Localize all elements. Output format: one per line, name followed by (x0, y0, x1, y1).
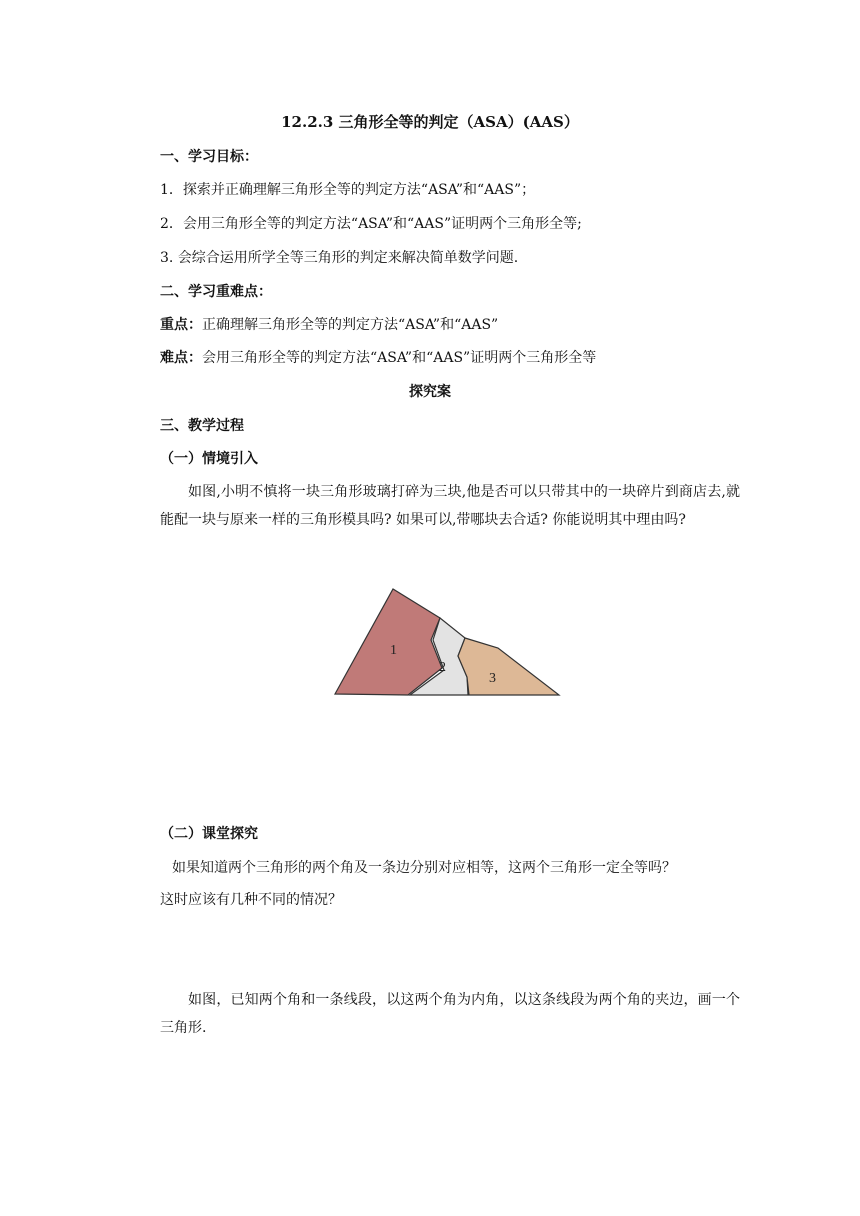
glass-piece-3 (458, 638, 559, 695)
explore-title: 探究案 (409, 384, 451, 400)
key-point-label: 重点： (160, 317, 202, 333)
section-heading-process: 三、教学过程 (160, 418, 244, 434)
subsection-heading-explore: （二）课堂探究 (160, 826, 258, 842)
piece-label-2: 2 (439, 660, 446, 675)
key-point-line (160, 315, 498, 335)
piece-label-1: 1 (390, 643, 397, 658)
difficult-point-text: 会用三角形全等的判定方法“ASA”和“AAS”证明两个三角形全等 (202, 350, 597, 366)
section-heading-objectives: 一、学习目标： (160, 149, 258, 165)
broken-glass-figure (330, 588, 570, 702)
subsection-heading-intro: （一）情境引入 (160, 451, 258, 467)
glass-piece-1 (335, 589, 442, 695)
objective-item: 3. 会综合运用所学全等三角形的判定来解决简单数学问题. (160, 250, 519, 266)
explore-question-line-1: 如果知道两个三角形的两个角及一条边分别对应相等，这两个三角形一定全等吗？ (172, 860, 676, 876)
objective-item: 1．探索并正确理解三角形全等的判定方法“ASA”和“AAS”； (160, 182, 536, 198)
intro-paragraph: 如图,小明不慎将一块三角形玻璃打碎为三块,他是否可以只带其中的一块碎片到商店去,就能配一块与原来一样的三角形模具吗? 如果可以,带哪块去合适? 你能说明其中理由吗? (160, 484, 740, 528)
key-point-text: 正确理解三角形全等的判定方法“ASA”和“AAS” (202, 317, 499, 333)
piece-label-3: 3 (489, 671, 496, 686)
construction-paragraph: 如图，已知两个角和一条线段，以这两个角为内角，以这条线段为两个角的夹边，画一个三角形. (160, 992, 740, 1036)
explore-question-line-2: 这时应该有几种不同的情况？ (160, 892, 342, 908)
section-heading-key-points: 二、学习重难点： (160, 284, 272, 300)
objective-item: 2．会用三角形全等的判定方法“ASA”和“AAS”证明两个三角形全等; (160, 216, 582, 232)
difficult-point-label: 难点： (160, 350, 202, 366)
page-title: 12.2.3 三角形全等的判定（ASA）(AAS） (281, 113, 579, 131)
difficult-point-line (160, 348, 596, 368)
